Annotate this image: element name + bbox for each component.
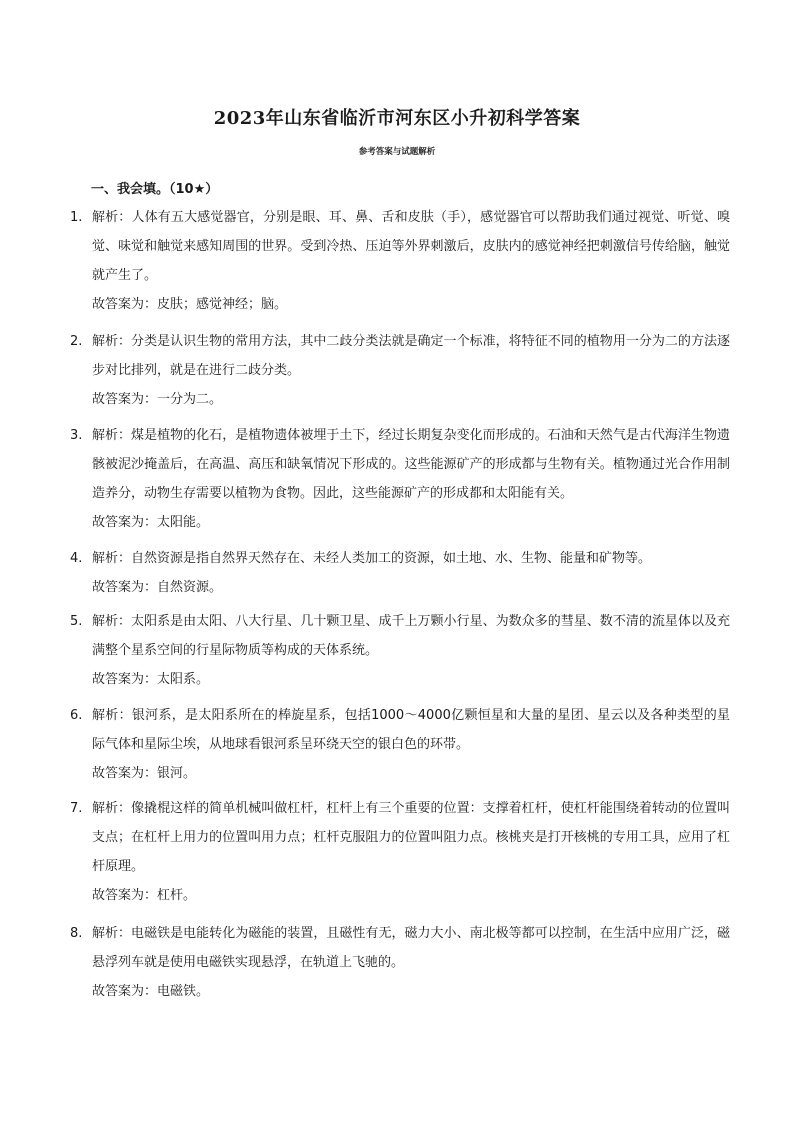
question-item bbox=[70, 327, 730, 414]
question-number: 1. bbox=[70, 210, 83, 225]
question-analysis: 解析：分类是认识生物的常用方法，其中二歧分类法就是确定一个标准，将特征不同的植物用一分为二的方法逐步对比排列，就是在进行二歧分类。 bbox=[92, 334, 730, 378]
question-item bbox=[70, 544, 730, 602]
question-answer: 故答案为：太阳系。 bbox=[92, 672, 210, 687]
question-number: 2. bbox=[70, 334, 83, 349]
question-answer: 故答案为：电磁铁。 bbox=[92, 984, 210, 999]
question-answer: 故答案为：杠杆。 bbox=[92, 888, 197, 903]
question-analysis: 解析：银河系，是太阳系所在的棒旋星系，包括1000～4000亿颗恒星和大量的星团、星云以及各种类型的星际气体和星际尘埃，从地球看银河系呈环绕天空的银白色的环带。 bbox=[92, 708, 730, 752]
question-number: 6. bbox=[70, 708, 83, 723]
page-subtitle: 参考答案与试题解析 bbox=[358, 147, 436, 157]
question-analysis: 解析：电磁铁是电能转化为磁能的装置，且磁性有无，磁力大小、南北极等都可以控制，在生活中应用广泛，磁悬浮列车就是使用电磁铁实现悬浮，在轨道上飞驰的。 bbox=[92, 926, 730, 970]
question-number: 4. bbox=[70, 551, 83, 566]
question-analysis: 解析：像撬棍这样的简单机械叫做杠杆，杠杆上有三个重要的位置：支撑着杠杆，使杠杆能围绕着转动的位置叫支点；在杠杆上用力的位置叫用力点；杠杆克服阻力的位置叫阻力点。核桃夹是打开核桃的专用工具，应用了杠杆原理。 bbox=[92, 801, 730, 874]
question-item bbox=[70, 607, 730, 694]
question-item bbox=[70, 203, 730, 319]
question-analysis: 解析：人体有五大感觉器官，分别是眼、耳、鼻、舌和皮肤（手），感觉器官可以帮助我们通过视觉、听觉、嗅觉、味觉和触觉来感知周围的世界。受到冷热、压迫等外界刺激后，皮肤内的感觉神经把刺激信号传给脑，触觉就产生了。 bbox=[92, 210, 730, 283]
question-number: 7. bbox=[70, 801, 83, 816]
question-item bbox=[70, 421, 730, 537]
question-answer: 故答案为：一分为二。 bbox=[92, 392, 223, 407]
question-answer: 故答案为：银河。 bbox=[92, 766, 197, 781]
question-answer: 故答案为：自然资源。 bbox=[92, 580, 223, 595]
question-answer: 故答案为：皮肤；感觉神经；脑。 bbox=[92, 297, 288, 312]
question-number: 3. bbox=[70, 428, 83, 443]
question-analysis: 解析：自然资源是指自然界天然存在、未经人类加工的资源，如土地、水、生物、能量和矿物等。 bbox=[92, 551, 652, 566]
question-item bbox=[70, 919, 730, 1006]
page-title: 2023年山东省临沂市河东区小升初科学答案 bbox=[213, 108, 581, 129]
question-analysis: 解析：煤是植物的化石，是植物遗体被埋于土下，经过长期复杂变化而形成的。石油和天然气是古代海洋生物遗骸被泥沙掩盖后，在高温、高压和缺氧情况下形成的。这些能源矿产的形成都与生物有关。植物通过光合作用制造养分，动物生存需要以植物为食物。因此，这些能源矿产的形成都和太阳能有关。 bbox=[92, 428, 730, 501]
section-heading: 一、我会填。（10★） bbox=[91, 182, 219, 197]
question-answer: 故答案为：太阳能。 bbox=[92, 515, 210, 530]
question-item bbox=[70, 701, 730, 788]
question-number: 5. bbox=[70, 614, 83, 629]
question-item bbox=[70, 794, 730, 910]
question-number: 8. bbox=[70, 926, 83, 941]
question-analysis: 解析：太阳系是由太阳、八大行星、几十颗卫星、成千上万颗小行星、为数众多的彗星、数不清的流星体以及充满整个星系空间的行星际物质等构成的天体系统。 bbox=[92, 614, 730, 658]
